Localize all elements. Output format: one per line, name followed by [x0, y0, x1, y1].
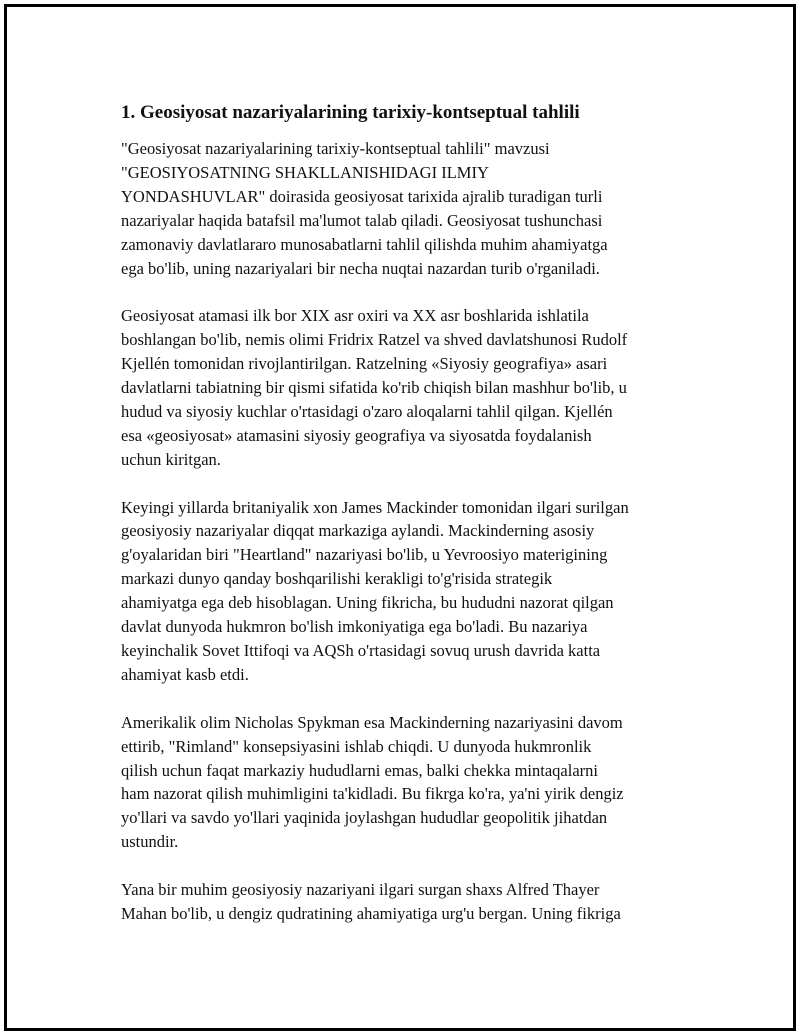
text-line: uchun kiritgan.: [121, 449, 221, 469]
paragraph: [121, 878, 701, 926]
text-line: yo'llari va savdo yo'llari yaqinida joylashgan hududlar geopolitik jihatdan: [121, 808, 608, 828]
text-line: davlatlarni tabiatning bir qismi sifatida ko'rib chiqish bilan mashhur bo'lib, u: [121, 378, 627, 398]
paragraph: [121, 711, 701, 854]
text-line: geosiyosiy nazariyalar diqqat markaziga aylandi. Mackinderning asosiy: [121, 521, 595, 541]
text-line: ahamiyatga ega deb hisoblagan. Uning fikricha, bu hududni nazorat qilgan: [121, 593, 614, 613]
text-line: esa «geosiyosat» atamasini siyosiy geografiya va siyosatda foydalanish: [121, 425, 592, 445]
document-body: [121, 100, 701, 950]
paragraph: [121, 496, 701, 687]
text-line: ustundir.: [121, 832, 179, 852]
text-line: "Geosiyosat nazariyalarining tarixiy-kontseptual tahlili" mavzusi: [121, 139, 550, 158]
paragraph: [121, 304, 701, 471]
paragraph-list: [121, 137, 701, 926]
text-line: Keyingi yillarda britaniyalik xon James Mackinder tomonidan ilgari surilgan: [121, 497, 629, 517]
text-line: markazi dunyo qanday boshqarilishi kerakligi to'g'risida strategik: [121, 569, 553, 589]
text-line: nazariyalar haqida batafsil ma'lumot talab qiladi. Geosiyosat tushunchasi: [121, 210, 603, 230]
text-line: davlat dunyoda hukmron bo'lish imkoniyatiga ega bo'ladi. Bu nazariya: [121, 617, 588, 637]
page-frame: [4, 4, 796, 1031]
text-line: boshlangan bo'lib, nemis olimi Fridrix Ratzel va shved davlatshunosi Rudolf: [121, 330, 628, 350]
paragraph: [121, 137, 701, 280]
text-line: qilish uchun faqat markaziy hududlarni emas, balki chekka mintaqalarni: [121, 760, 598, 780]
text-line: Yana bir muhim geosiyosiy nazariyani ilgari surgan shaxs Alfred Thayer: [121, 880, 600, 900]
text-line: hudud va siyosiy kuchlar o'rtasidagi o'zaro aloqalarni tahlil qilgan. Kjellén: [121, 401, 613, 421]
text-line: ham nazorat qilish muhimligini ta'kidladi. Bu fikrga ko'ra, ya'ni yirik dengiz: [121, 784, 624, 804]
text-line: ahamiyat kasb etdi.: [121, 664, 249, 684]
text-line: keyinchalik Sovet Ittifoqi va AQSh o'rtasidagi sovuq urush davrida katta: [121, 641, 601, 660]
text-line: "GEOSIYOSATNING SHAKLLANISHIDAGI ILMIY: [121, 162, 489, 182]
text-line: Mahan bo'lib, u dengiz qudratining ahamiyatiga urg'u bergan. Uning fikriga: [121, 903, 621, 923]
text-line: g'oyalaridan biri "Heartland" nazariyasi bo'lib, u Yevroosiyo materigining: [121, 545, 608, 565]
text-line: YONDASHUVLAR" doirasida geosiyosat tarixida ajralib turadigan turli: [121, 186, 603, 206]
text-line: zamonaviy davlatlararo munosabatlarni tahlil qilishda muhim ahamiyatga: [121, 234, 608, 254]
section-heading: 1. Geosiyosat nazariyalarining tarixiy-kontseptual tahlili: [121, 102, 580, 123]
text-line: ettirib, "Rimland" konsepsiyasini ishlab chiqdi. U dunyoda hukmronlik: [121, 736, 592, 756]
text-line: ega bo'lib, uning nazariyalari bir necha nuqtai nazardan turib o'rganiladi.: [121, 258, 600, 278]
text-line: Kjellén tomonidan rivojlantirilgan. Ratzelning «Siyosiy geografiya» asari: [121, 354, 608, 374]
text-line: Amerikalik olim Nicholas Spykman esa Mackinderning nazariyasini davom: [121, 712, 623, 732]
text-line: Geosiyosat atamasi ilk bor XIX asr oxiri va XX asr boshlarida ishlatila: [121, 306, 589, 326]
